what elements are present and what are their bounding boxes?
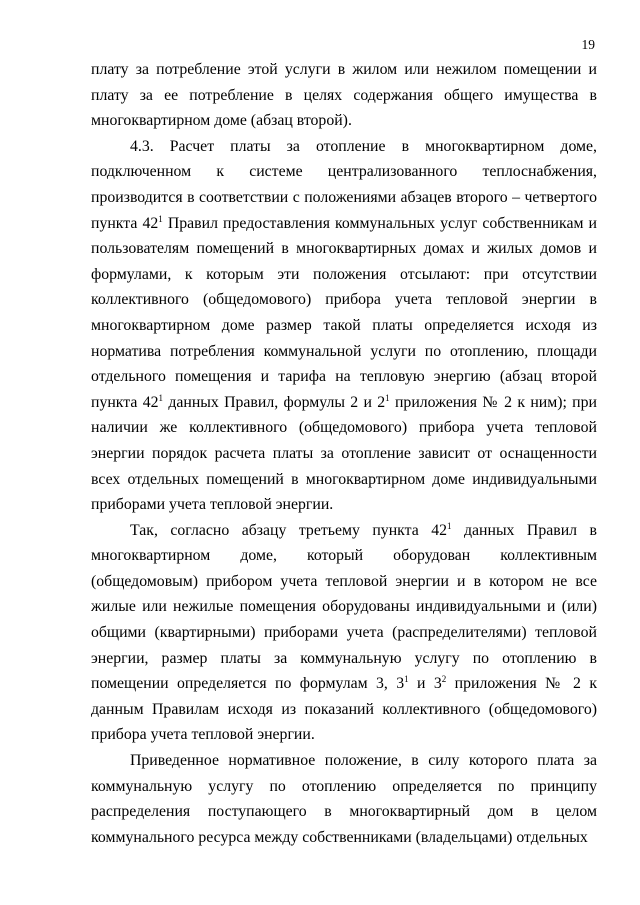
text-run: данных Правил, формулы 2 и 2 xyxy=(163,393,386,411)
superscript: 1 xyxy=(404,674,409,685)
document-body xyxy=(91,57,597,850)
paragraph xyxy=(91,518,597,748)
superscript: 1 xyxy=(158,392,163,403)
superscript: 1 xyxy=(158,213,163,224)
superscript: 1 xyxy=(447,520,452,531)
superscript: 1 xyxy=(385,392,390,403)
paragraph xyxy=(91,57,597,134)
text-run: приложения № 2 к ним); при наличии же коллективного (общедомового) прибора учета тепловой энергии порядок расчета платы за отопление зависит от оснащенности всех отдельных помещений в многоквартирном доме индивидуальными приборами учета тепловой энергии. xyxy=(91,393,597,514)
paragraph xyxy=(91,748,597,850)
page-number: 19 xyxy=(581,37,595,52)
text-run: Приведенное нормативное положение, в силу которого плата за коммунальную услугу по отоплению определяется по принципу распределения поступающего в многоквартирный дом в целом коммунального ресурса между собственниками (владельцами) отдельных xyxy=(91,752,597,846)
paragraph xyxy=(91,134,597,518)
text-run: данных Правил в многоквартирном доме, который оборудован коллективным (общедомовым) прибором учета тепловой энергии и в котором не все жилые или нежилые помещения оборудованы индивидуальными и (или) общими (квартирными) приборами учета (распределителями) тепловой энергии, размер платы за коммунальную услугу по отоплению в помещении определяется по формулам 3, 3 xyxy=(91,521,597,693)
text-run: плату за потребление этой услуги в жилом или нежилом помещении и плату за ее потребление в целях содержания общего имущества в многоквартирном доме (абзац второй). xyxy=(91,61,597,130)
superscript: 2 xyxy=(441,674,447,685)
text-run: Правил предоставления коммунальных услуг собственникам и пользователям помещений в многоквартирных домах и жилых домов и формулами, к которым эти положения отсылают: при отсутствии коллективного (общедомового) прибора учета тепловой энергии в многоквартирном доме размер такой платы определяется исходя из норматива потребления коммунальной услуги по отоплению, площади отдельного помещения и тарифа на тепловую энергию (абзац второй пункта 42 xyxy=(91,214,597,411)
text-run: 4.3. Расчет платы за отопление в многоквартирном доме, подключенном к системе централизованного теплоснабжения, производится в соответствии с положениями абзацев второго – четвертого пункта 42 xyxy=(91,137,597,232)
text-run: и 3 xyxy=(408,675,442,693)
text-run: Так, согласно абзацу третьему пункта 42 xyxy=(130,521,447,539)
text-run: приложения № 2 к данным Правилам исходя из показаний коллективного (общедомового) прибора учета тепловой энергии. xyxy=(91,675,597,744)
